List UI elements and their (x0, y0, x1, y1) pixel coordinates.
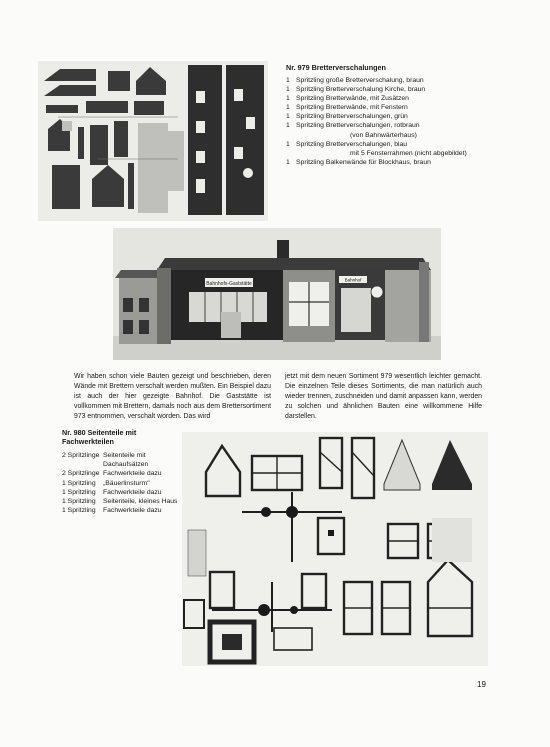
sprue-980-illustration (182, 432, 488, 666)
item-desc: Spritzling Bretterverschalung Kirche, braun (296, 86, 426, 94)
item-qty: 1 (286, 104, 290, 112)
list-item (62, 488, 182, 497)
body-text-right (285, 372, 482, 422)
list-item-continuation: (von Bahnwärterhaus) (350, 131, 417, 139)
list-item-continuation: mit 5 Fensterrahmen (nicht abgebildet) (350, 149, 467, 157)
item-desc: Fachwerkteile dazu (103, 507, 162, 515)
item-qty: 1 (286, 113, 290, 121)
list-item (286, 112, 486, 121)
item-qty: 1 Spritzling (62, 498, 96, 506)
item-desc: „Bäuerlinsturm" (103, 479, 150, 487)
section-979-parts-list (286, 76, 486, 167)
item-desc: Fachwerkteile dazu (103, 470, 162, 478)
item-desc: Spritzling große Bretterverschalung, braun (296, 77, 424, 84)
item-qty: 1 (286, 158, 290, 166)
restaurant-sign: Bahnhofs-Gaststätte (206, 281, 252, 287)
list-item (286, 94, 486, 103)
list-item (286, 158, 486, 167)
item-desc: Spritzling Bretterverschalungen, rotbraun (296, 122, 420, 130)
list-item (286, 121, 486, 130)
list-item (286, 85, 486, 94)
list-item (62, 497, 182, 506)
station-illustration (113, 228, 441, 360)
item-desc: Spritzling Balkenwände für Blockhaus, braun (296, 158, 431, 166)
item-desc: Fachwerkteile dazu (103, 488, 162, 496)
item-qty: 1 (286, 77, 290, 84)
item-desc: Spritzling Bretterverschalungen, blau (296, 140, 408, 148)
item-qty: 1 (286, 140, 290, 148)
paragraph: Wir haben schon viele Bauten gezeigt und beschrieben, deren Wände mit Brettern verschalt werden mußten. Ein Beispiel dazu ist auch der hier gezeigte Bahnhof. Die Gaststätte ist vollkommen mit Brettern, damals noch aus dem Brettersortiment 973 entnommen, verschalt worden. Das wird (74, 373, 271, 421)
item-desc: Seitenteile mit Dachaufsätzen (103, 452, 149, 469)
item-qty: 1 Spritzling (62, 488, 96, 496)
station-sign: Bahnhof (344, 277, 362, 283)
item-desc: Spritzling Bretterverschalungen, grün (296, 113, 408, 121)
list-item (62, 469, 182, 478)
list-item (62, 451, 182, 469)
paragraph: jetzt mit dem neuen Sortiment 979 wesentlich leichter gemacht. Die einzelnen Teile dieses Sortiments, die man natürlich auch wieder trennen, zuschneiden und damit anpassen kann, werden zu solchen und ähnlichen Bauten eine willkommene Hilfe darstellen. (285, 373, 482, 421)
item-qty: 2 Spritzlinge (62, 470, 100, 478)
page-number: 19 (477, 680, 486, 689)
item-desc: Spritzling Bretterwände, mit Zusätzen (296, 95, 409, 103)
list-item (286, 103, 486, 112)
item-qty: 1 (286, 122, 290, 130)
section-980-parts-list (62, 451, 182, 515)
list-item (62, 506, 182, 515)
section-980-heading: Nr. 980 Seitenteile mit Fachwerkteilen (62, 428, 137, 446)
list-item (62, 479, 182, 488)
item-qty: 2 Spritzlinge (62, 452, 100, 459)
sprue-photo-980 (182, 432, 488, 666)
sprue-photo-979 (38, 61, 268, 221)
body-text-left (74, 372, 271, 422)
item-qty: 1 (286, 95, 290, 103)
item-desc: Spritzling Bretterwände, mit Fenstern (296, 104, 408, 112)
item-qty: 1 (286, 86, 290, 94)
station-model-photo (113, 228, 441, 360)
item-desc: Seitenteile, kleines Haus (103, 498, 178, 506)
item-qty: 1 Spritzling (62, 479, 96, 487)
sprue-979-illustration (38, 61, 268, 221)
list-item (286, 140, 486, 149)
list-item (286, 76, 486, 85)
item-qty: 1 Spritzling (62, 507, 96, 515)
section-979-heading: Nr. 979 Bretterverschalungen (286, 63, 386, 72)
